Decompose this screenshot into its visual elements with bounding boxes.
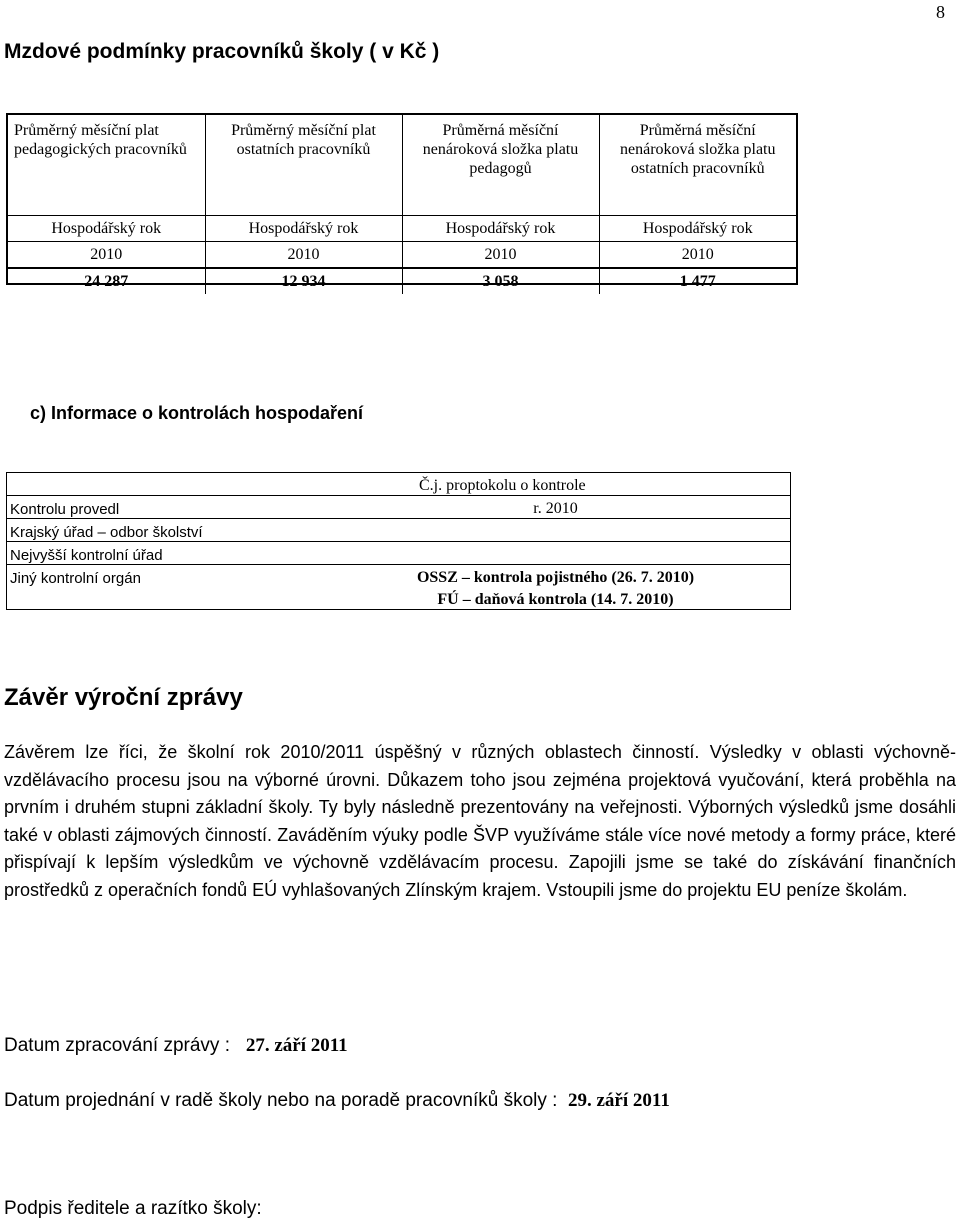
salary-year-cell: 2010: [8, 242, 205, 269]
inspection-label: Krajský úřad – odbor školství: [7, 519, 321, 542]
inspection-ref: r. 2010: [321, 496, 790, 519]
salary-period-cell: Hospodářský rok: [8, 216, 205, 242]
salary-period-cell: Hospodářský rok: [205, 216, 402, 242]
signature-label: Podpis ředitele a razítko školy:: [4, 1198, 262, 1219]
salary-value-cell: 12 934: [205, 268, 402, 294]
processed-date-line: [4, 1035, 348, 1057]
inspection-row: [7, 542, 790, 565]
salary-value-cell: 3 058: [402, 268, 599, 294]
processed-date-value: 27. září 2011: [245, 1035, 348, 1056]
inspection-row: [7, 496, 790, 519]
salary-header-cell: Průměrná měsíční nenároková složka platu pedagogů: [402, 115, 599, 216]
salary-year-cell: 2010: [205, 242, 402, 269]
conclusion-heading: Závěr výroční zprávy: [4, 684, 243, 711]
inspection-ref: OSSZ – kontrola pojistného (26. 7. 2010): [416, 569, 695, 586]
inspection-row: [7, 587, 790, 609]
salary-period-row: [8, 216, 796, 242]
salary-period-cell: Hospodářský rok: [402, 216, 599, 242]
conclusion-paragraph: Závěrem lze říci, že školní rok 2010/2011 úspěšný v různých oblastech činností. Výsledky v oblasti výchovně-vzdělávacího procesu jsou na výborné úrovni. Důkazem toho jsou zejména projektová vyučování, která proběhla na prvním i druhém stupni základní školy. Ty byly následně prezentovány na veřejnosti. Výborných výsledků jsme dosáhli také v oblasti zájmových činností. Zaváděním výuky podle ŠVP využíváme stále více nové metody a formy práce, které přispívají k lepším výsledkům ve výchovně vzdělávacím procesu. Zapojili jsme se také do získávání finančních prostředků z operačních fondů EÚ vyhlašovaných Zlínským krajem. Vstoupili jsme do projektu EU peníze školám.: [4, 742, 956, 900]
inspection-row: [7, 519, 790, 542]
discussed-date-label: Datum projednání v radě školy nebo na poradě pracovníků školy :: [4, 1090, 558, 1111]
salary-year-row: [8, 242, 796, 269]
inspection-ref-header: Č.j. proptokolu o kontrole: [321, 473, 790, 496]
inspection-ref: [321, 519, 790, 542]
salary-table: [6, 113, 798, 290]
page-number: 8: [936, 2, 945, 22]
inspection-label: [7, 587, 321, 609]
section-heading: c) Informace o kontrolách hospodaření: [30, 403, 364, 423]
salary-year-cell: 2010: [599, 242, 796, 269]
salary-header-cell: Průměrný měsíční plat pedagogických pracovníků: [8, 115, 205, 216]
inspection-table: [6, 472, 791, 610]
salary-value-cell: 1 477: [599, 268, 796, 294]
discussed-date-value: 29. září 2011: [568, 1090, 670, 1111]
salary-value-row: [8, 268, 796, 294]
inspection-label: Kontrolu provedl: [7, 496, 321, 519]
inspection-label: Nejvyšší kontrolní úřad: [7, 542, 321, 565]
salary-value-cell: 24 287: [8, 268, 205, 294]
salary-header-cell: Průměrná měsíční nenároková složka platu ostatních pracovníků: [620, 122, 776, 177]
inspection-row: [7, 565, 790, 588]
salary-year-cell: 2010: [402, 242, 599, 269]
salary-header-cell: Průměrný měsíční plat ostatních pracovníků: [205, 115, 402, 216]
inspection-header-row: [7, 473, 790, 496]
inspection-ref: FÚ – daňová kontrola (14. 7. 2010): [437, 591, 674, 608]
page-title: Mzdové podmínky pracovníků školy ( v Kč ): [4, 40, 440, 63]
inspection-label: [7, 473, 321, 496]
salary-period-cell: Hospodářský rok: [599, 216, 796, 242]
discussed-date-line: [4, 1090, 670, 1112]
inspection-ref: [321, 542, 790, 565]
inspection-label: Jiný kontrolní orgán: [10, 570, 141, 587]
salary-header-row: [8, 115, 796, 216]
processed-date-label: Datum zpracování zprávy :: [4, 1035, 230, 1056]
